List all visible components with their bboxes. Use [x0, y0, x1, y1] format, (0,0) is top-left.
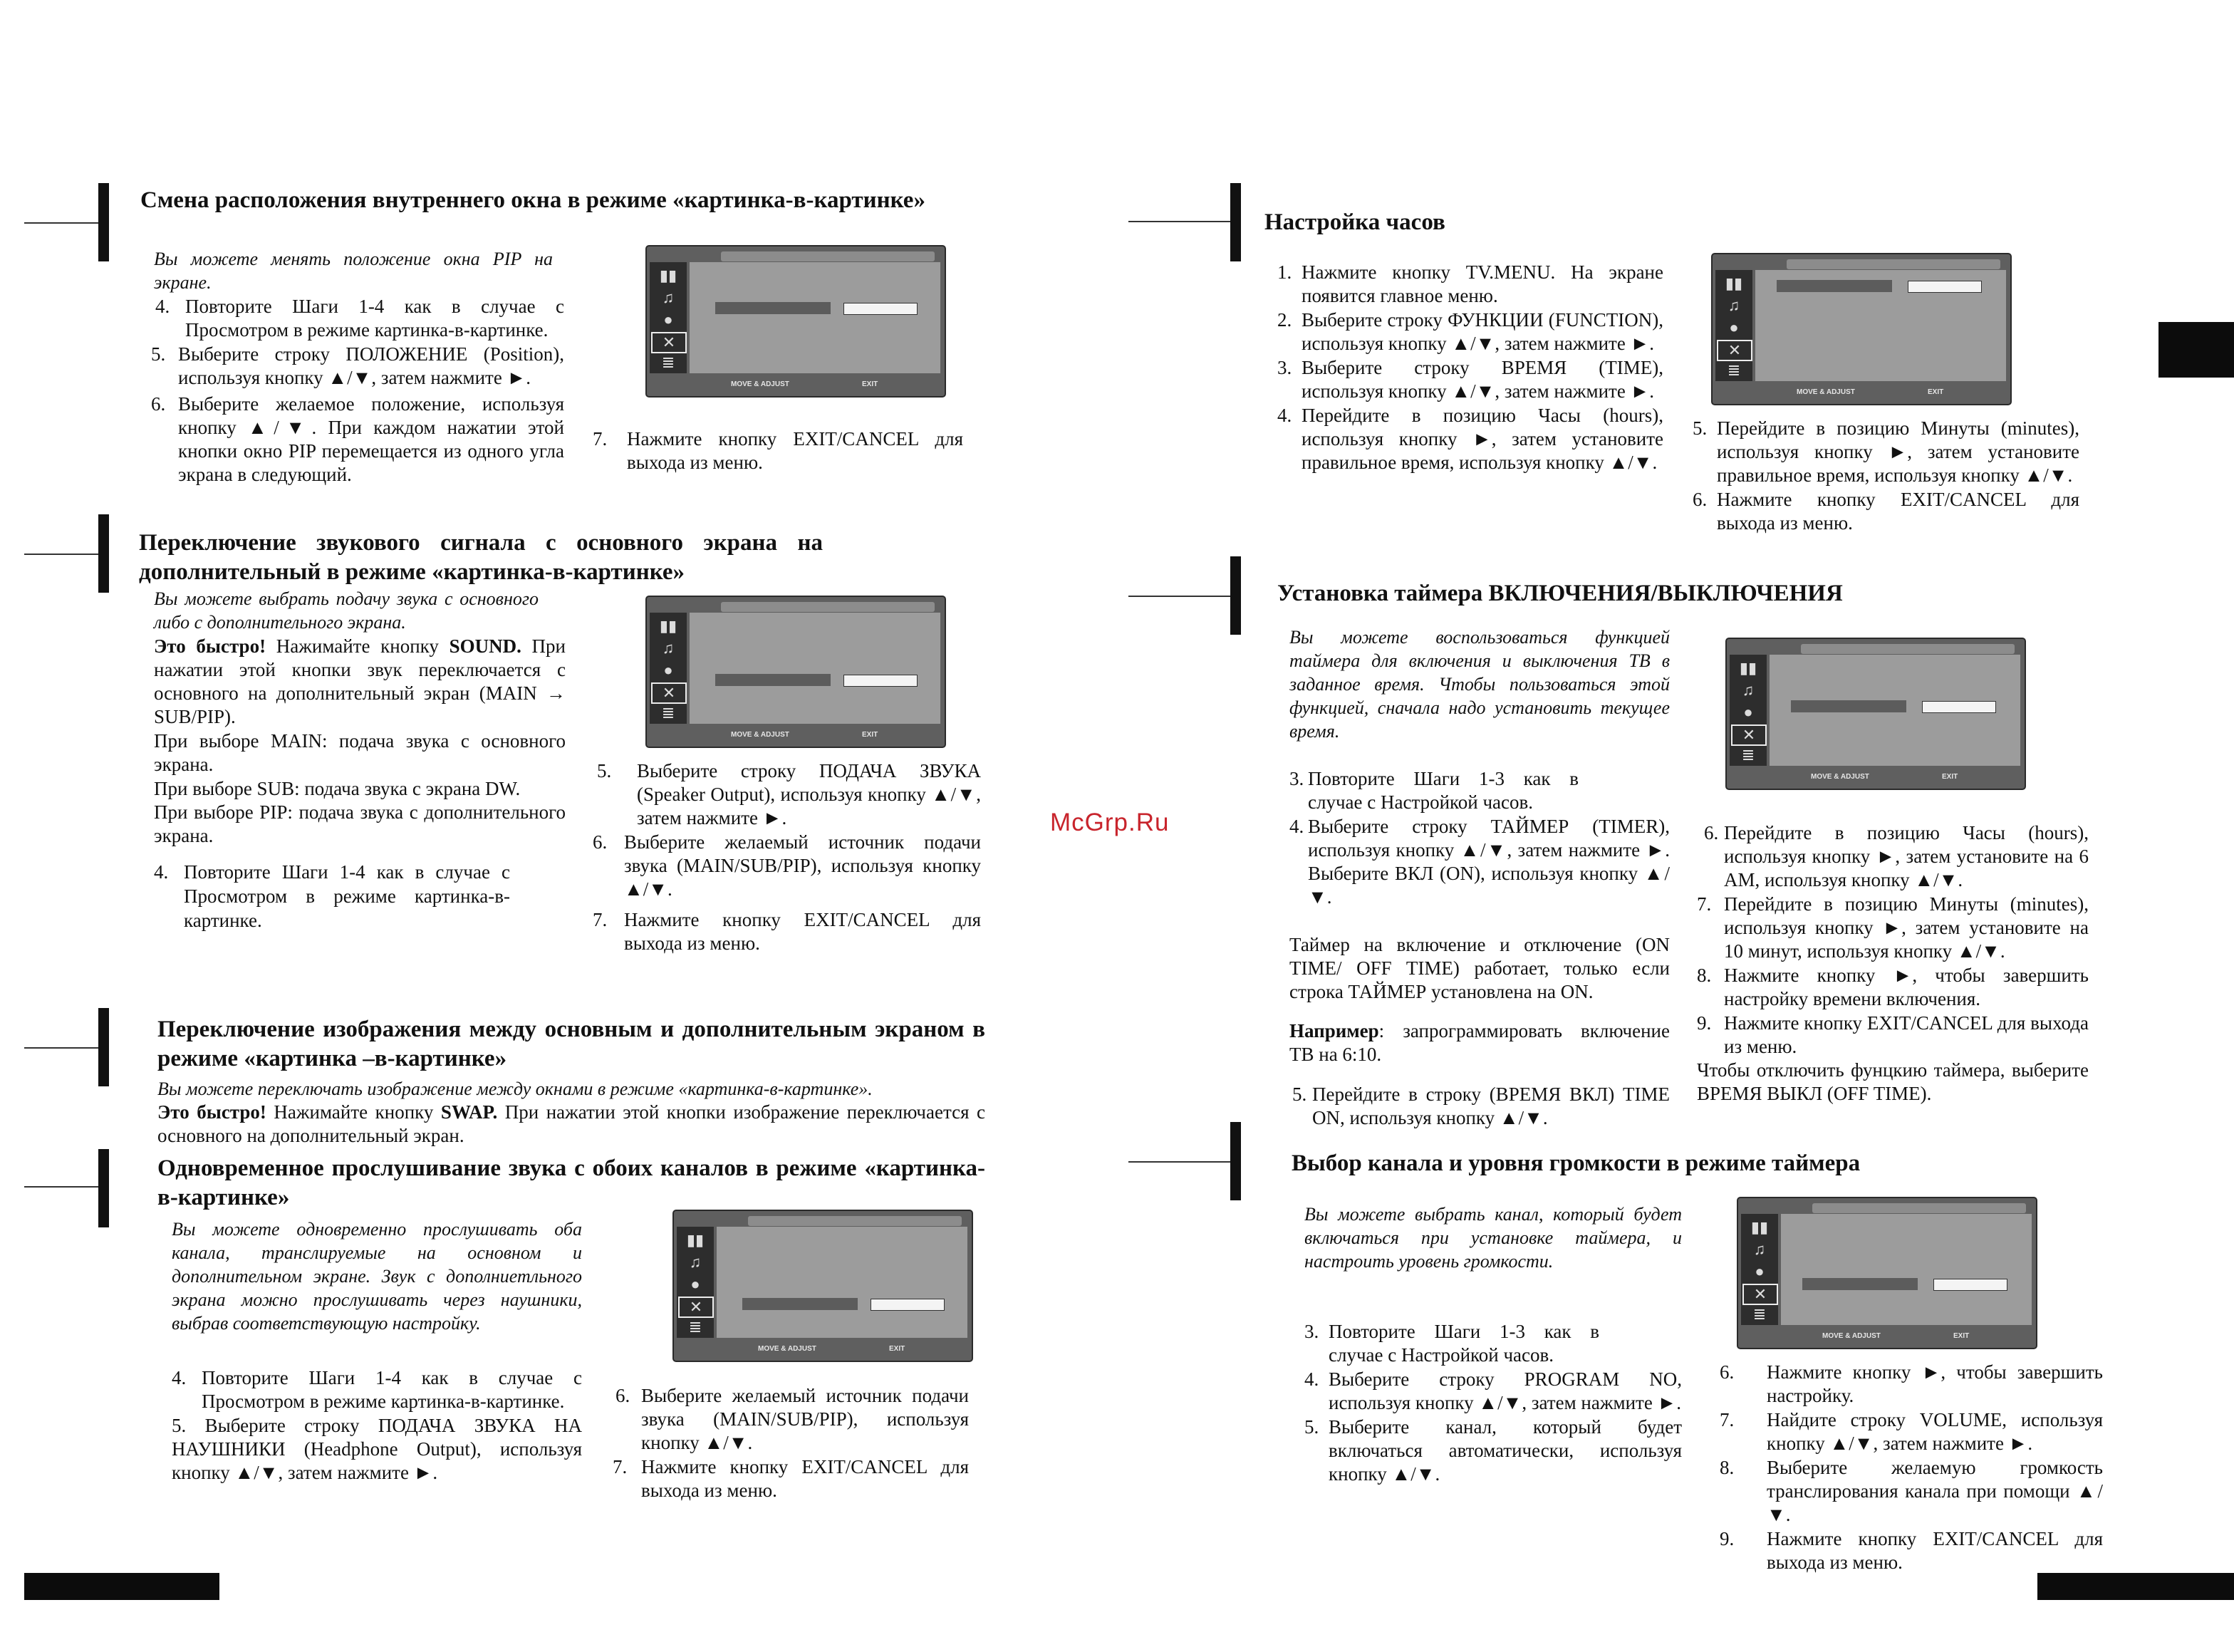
step-text: Выберите строку ФУНКЦИИ (FUNCTION), используя кнопку ▲/▼, затем нажмите ►. [1302, 309, 1663, 354]
step-item [151, 343, 564, 390]
step-text: Выберите строку ТАЙМЕР (TIMER), используя кнопку ▲/▼, затем нажмите ►. Выберите ВКЛ (ON), используя кнопку ▲/▼. [1308, 816, 1670, 908]
step-item [1304, 1415, 1682, 1486]
step-text: Выберите строку ВРЕМЯ (TIME), используя кнопку ▲/▼, затем нажмите ►. [1302, 357, 1663, 402]
steps-list [1304, 1320, 1682, 1487]
step-text: Нажмите кнопку EXIT/CANCEL для выхода из меню. [641, 1456, 969, 1501]
menu-item-bar [1777, 280, 1892, 292]
move-adjust-hint: MOVE & ADJUST [731, 731, 789, 739]
step-number: 5. [597, 760, 612, 781]
section-rule [24, 1186, 98, 1188]
tv-menu-screenshot [1711, 253, 2012, 405]
section-rule [1128, 1161, 1230, 1163]
step-item [1697, 964, 2089, 1011]
section-rule [24, 554, 98, 555]
tv-menu-screenshot [645, 245, 946, 398]
menu-panel [690, 262, 940, 373]
step-item [172, 1366, 582, 1413]
section-intro: Вы можете выбрать подачу звука с основного либо с дополнительного экрана. [154, 588, 539, 633]
steps-list [1697, 821, 2089, 1059]
step-item [1292, 1083, 1670, 1130]
move-adjust-hint: MOVE & ADJUST [1811, 773, 1869, 781]
function-icon: ✕ [1717, 340, 1752, 361]
menu-icon-column [1730, 655, 1767, 766]
pip-sound-note: При выборе PIP: подача звука с дополнительного экрана. [154, 801, 566, 846]
exit-hint: EXIT [862, 731, 878, 739]
picture-icon: ▮▮ [1750, 1218, 1769, 1236]
step-item [1289, 767, 1579, 814]
function-icon: ✕ [1731, 724, 1767, 746]
step-number: 3. [1289, 768, 1304, 789]
channel-icon: ● [1743, 703, 1753, 721]
menu-title-strip [1812, 1203, 2026, 1213]
steps-list [1292, 1083, 1670, 1131]
move-adjust-hint: MOVE & ADJUST [758, 1345, 816, 1353]
step-item [1720, 1408, 2103, 1455]
picture-icon: ▮▮ [1725, 274, 1743, 292]
menu-title-strip [721, 602, 935, 612]
step-number: 6. [151, 393, 166, 415]
step-number: 7. [1720, 1409, 1735, 1430]
section-rule [1128, 221, 1230, 222]
sound-icon: ♫ [1728, 296, 1740, 314]
menu-title-strip [721, 251, 935, 261]
setup-icon: ≣ [688, 1318, 702, 1336]
step-item [1304, 1368, 1682, 1415]
setup-icon: ≣ [661, 704, 675, 722]
step-item [172, 1414, 582, 1485]
menu-value-box [1908, 281, 1982, 293]
step-number: 4. [172, 1367, 187, 1388]
channel-icon: ● [1729, 318, 1739, 336]
section-rule [24, 1047, 98, 1049]
menu-panel [1781, 1214, 2032, 1325]
step-text: Перейдите в позицию Минуты (minutes), используя кнопку ►, затем установите правильное время, используя кнопку ▲/▼. [1717, 417, 2079, 486]
step-text: Нажмите кнопку ►, чтобы завершить настройку. [1767, 1361, 2103, 1406]
step-item [593, 427, 963, 474]
menu-panel [717, 1227, 967, 1338]
step-item [593, 831, 981, 901]
step-text: Выберите канал, который будет включаться автоматически, используя кнопку ▲/▼. [1329, 1416, 1682, 1485]
function-icon: ✕ [678, 1297, 714, 1318]
step-text: Повторите Шаги 1-3 как в случае с Настройкой часов. [1329, 1321, 1599, 1366]
step-item [1693, 488, 2079, 535]
step-text: Перейдите в позицию Минуты (minutes), используя кнопку ►, затем установите на 10 минут, используя кнопку ▲/▼. [1724, 893, 2089, 962]
menu-panel [1755, 270, 2006, 381]
menu-icon-column [1715, 270, 1752, 381]
menu-item-bar [1791, 700, 1906, 712]
sound-icon: ♫ [662, 289, 675, 306]
step-number: 4. [1304, 1368, 1319, 1390]
menu-footer [647, 375, 945, 394]
section-bar [1230, 556, 1241, 635]
step-text: Нажмите кнопку EXIT/CANCEL для выхода из меню. [1717, 489, 2079, 534]
section-bar [1230, 183, 1241, 261]
step-item [1720, 1527, 2103, 1574]
timer-example: Например: запрограммировать включение ТВ на 6:10. [1289, 1020, 1670, 1065]
step-number: 7. [593, 428, 608, 450]
step-text: Перейдите в строку (ВРЕМЯ ВКЛ) TIME ON, используя кнопку ▲/▼. [1312, 1084, 1670, 1128]
section-bar [98, 1008, 109, 1086]
step-item [1277, 356, 1663, 403]
menu-panel [1770, 655, 2020, 766]
section-intro: Вы можете выбрать канал, который будет включаться при установке таймера, и настроить уровень громкости. [1304, 1204, 1682, 1272]
step-number: 5. [172, 1415, 187, 1436]
step-number: 5. [1292, 1084, 1307, 1105]
setup-icon: ≣ [1727, 361, 1741, 379]
steps-list [172, 1366, 582, 1485]
section-rule [24, 222, 98, 224]
section-intro: Вы можете одновременно прослушивать оба канала, транслируемые на основном и дополнительном экране. Звук с дополниетльного экрана можно прослушивать через наушники, выбрав соответствующую настройку. [172, 1219, 582, 1334]
step-item [593, 759, 981, 830]
section-title-timer: Установка таймера ВКЛЮЧЕНИЯ/ВЫКЛЮЧЕНИЯ [1277, 581, 1843, 606]
section-bar [98, 1149, 109, 1227]
step-number: 4. [1289, 816, 1304, 837]
menu-value-box [871, 1299, 945, 1311]
steps-list [1720, 1361, 2103, 1575]
step-number: 4. [154, 861, 169, 883]
step-item [154, 860, 510, 933]
quick-tip-label: Это быстро! [154, 635, 266, 657]
quick-tip: Это быстро! Нажимайте кнопку SWAP. При нажатии этой кнопки изображение переключается с основного на дополнительный экран. [157, 1101, 985, 1146]
steps-list [151, 295, 564, 487]
step-item [1304, 1320, 1599, 1367]
step-item [1277, 404, 1663, 474]
steps-list [1277, 261, 1663, 475]
timer-note: Таймер на включение и отключение (ON TIME/ OFF TIME) работает, только если строка ТАЙМЕР установлена на ON. [1289, 934, 1670, 1002]
quick-tip: Это быстро! Нажимайте кнопку SOUND. При нажатии этой кнопки звук переключается с основного на дополнительный экран (MAIN → SUB/PIP). [154, 635, 566, 727]
menu-icon-column [650, 262, 687, 373]
exit-hint: EXIT [1942, 773, 1958, 781]
step-text: Выберите строку ПОДАЧА ЗВУКА НА НАУШНИКИ (Headphone Output), используя кнопку ▲/▼, затем нажмите ►. [172, 1415, 583, 1483]
sound-icon: ♫ [1742, 681, 1755, 699]
exit-hint: EXIT [862, 380, 878, 388]
steps-list [154, 860, 510, 933]
menu-title-strip [748, 1216, 962, 1226]
setup-icon: ≣ [1752, 1305, 1767, 1323]
tv-menu-screenshot [672, 1210, 973, 1362]
step-number: 3. [1304, 1321, 1319, 1342]
menu-footer [647, 726, 945, 744]
channel-icon: ● [663, 311, 673, 328]
step-text: Выберите желаемый источник подачи звука (MAIN/SUB/PIP), используя кнопку ▲/▼. [641, 1385, 969, 1453]
steps-list [593, 427, 963, 475]
timer-off-note: Чтобы отключить фунцкию таймера, выберите ВРЕМЯ ВЫКЛ (OFF TIME). [1697, 1059, 2089, 1104]
move-adjust-hint: MOVE & ADJUST [1797, 388, 1855, 396]
step-item [1720, 1361, 2103, 1408]
step-text: Нажмите кнопку TV.MENU. На экране появится главное меню. [1302, 261, 1663, 306]
section-intro: Вы можете менять положение окна PIP на экране. [154, 249, 553, 293]
tv-menu-screenshot [1725, 638, 2026, 790]
tv-menu-screenshot [1737, 1197, 2037, 1349]
step-text: Нажмите кнопку EXIT/CANCEL для выхода из меню. [624, 909, 981, 954]
step-number: 7. [613, 1456, 628, 1477]
step-text: Выберите строку ПОДАЧА ЗВУКА (Speaker Output), используя кнопку ▲/▼, затем нажмите ►. [637, 760, 981, 828]
step-item [1693, 417, 2079, 487]
step-number: 7. [593, 909, 608, 930]
step-number: 9. [1720, 1528, 1735, 1549]
section-bar [98, 514, 109, 593]
setup-icon: ≣ [1741, 746, 1755, 764]
setup-icon: ≣ [661, 353, 675, 371]
step-text: Повторите Шаги 1-4 как в случае с Просмотром в режиме картинка-в-картинке. [185, 296, 564, 341]
step-number: 4. [1277, 405, 1292, 426]
step-text: Нажмите кнопку EXIT/CANCEL для выхода из меню. [627, 428, 963, 473]
section-title-clock: Настройка часов [1264, 209, 1445, 235]
step-item [1277, 308, 1663, 355]
section-bar [1230, 1122, 1241, 1200]
tv-menu-screenshot [645, 596, 946, 748]
sound-key-label: SOUND. [449, 635, 521, 657]
step-text: Нажмите кнопку ►, чтобы завершить настройку времени включения. [1724, 965, 2089, 1009]
step-item [593, 908, 981, 955]
section-rule [1128, 596, 1230, 597]
step-item [1289, 815, 1670, 909]
step-number: 5. [1693, 417, 1708, 439]
step-text: Выберите строку PROGRAM NO, используя кнопку ▲/▼, затем нажмите ►. [1329, 1368, 1682, 1413]
section-title-pip-position: Смена расположения внутреннего окна в режиме «картинка-в-картинке» [140, 187, 925, 213]
step-number: 4. [155, 296, 170, 317]
menu-title-strip [1787, 259, 2000, 269]
swap-key-label: SWAP. [440, 1101, 498, 1123]
watermark: McGrp.Ru [1050, 809, 1170, 836]
sound-icon: ♫ [662, 639, 675, 657]
step-number: 6. [1704, 822, 1719, 843]
move-adjust-hint: MOVE & ADJUST [731, 380, 789, 388]
main-sound-note: При выборе MAIN: подача звука с основного экрана. [154, 730, 566, 775]
step-text: Перейдите в позицию Часы (hours), используя кнопку ►, затем установите на 6 AM, используя кнопку ▲/▼. [1724, 822, 2089, 890]
step-text: Выберите строку ПОЛОЖЕНИЕ (Position), используя кнопку ▲/▼, затем нажмите ►. [178, 343, 564, 388]
section-title-timer-channel: Выбор канала и уровня громкости в режиме таймера [1292, 1150, 1861, 1176]
section-intro: Вы можете переключать изображение между окнами в режиме «картинка-в-картинке». [157, 1079, 873, 1099]
step-text: Найдите строку VOLUME, используя кнопку ▲/▼, затем нажмите ►. [1767, 1409, 2103, 1454]
menu-value-box [843, 675, 918, 687]
menu-footer [1713, 383, 2010, 402]
sub-sound-note: При выборе SUB: подача звука с экрана DW. [154, 778, 521, 799]
menu-footer [1727, 768, 2025, 786]
step-text: Повторите Шаги 1-4 как в случае с Просмотром в режиме картинка-в-картинке. [202, 1367, 582, 1412]
step-number: 5. [1304, 1416, 1319, 1438]
sound-icon: ♫ [689, 1253, 702, 1271]
step-text: Нажмите кнопку EXIT/CANCEL для выхода из меню. [1767, 1528, 2103, 1573]
menu-value-box [1922, 701, 1996, 713]
step-text: Повторите Шаги 1-4 как в случае с Просмотром в режиме картинка-в-картинке. [184, 861, 510, 931]
steps-list [613, 1384, 969, 1503]
step-text: Повторите Шаги 1-3 как в случае с Настройкой часов. [1308, 768, 1579, 813]
step-number: 8. [1720, 1457, 1735, 1478]
channel-icon: ● [690, 1275, 700, 1293]
step-text: Выберите желаемое положение, используя кнопку ▲/▼. При каждом нажатии этой кнопки окно PIP перемещается из одного угла экрана в следующий. [178, 393, 564, 485]
step-item [613, 1455, 969, 1502]
step-number: 8. [1697, 965, 1712, 986]
step-item [613, 1384, 969, 1455]
exit-hint: EXIT [889, 1345, 905, 1353]
step-text: Нажмите кнопку EXIT/CANCEL для выхода из меню. [1724, 1012, 2089, 1057]
step-number: 6. [1720, 1361, 1735, 1383]
section-title-pip-sound: Переключение звукового сигнала с основного экрана на дополнительный в режиме «картинка-в-картинке» [139, 530, 823, 585]
menu-item-bar [715, 302, 831, 314]
step-number: 6. [593, 831, 608, 853]
picture-icon: ▮▮ [686, 1231, 705, 1249]
menu-panel [690, 613, 940, 724]
step-text: Перейдите в позицию Часы (hours), используя кнопку ►, затем установите правильное время, используя кнопку ▲/▼. [1302, 405, 1663, 473]
step-number: 9. [1697, 1012, 1712, 1034]
page-footer-bar-right [2037, 1573, 2234, 1600]
menu-value-box [843, 303, 918, 315]
step-number: 7. [1697, 893, 1712, 915]
example-label: Например [1289, 1020, 1379, 1041]
step-item [1697, 1012, 2089, 1059]
step-number: 3. [1277, 357, 1292, 378]
step-item [151, 295, 564, 342]
exit-hint: EXIT [1953, 1332, 1970, 1340]
step-item [1697, 821, 2089, 892]
picture-icon: ▮▮ [659, 266, 677, 284]
page-footer-bar-left [24, 1573, 219, 1600]
menu-item-bar [1802, 1278, 1918, 1290]
channel-icon: ● [1755, 1262, 1765, 1280]
step-number: 5. [151, 343, 166, 365]
exit-hint: EXIT [1928, 388, 1944, 396]
menu-icon-column [1741, 1214, 1778, 1325]
menu-title-strip [1801, 644, 2015, 654]
step-number: 2. [1277, 309, 1292, 331]
function-icon: ✕ [651, 682, 687, 704]
menu-footer [1738, 1327, 2036, 1346]
step-item [1277, 261, 1663, 308]
picture-icon: ▮▮ [1739, 659, 1757, 677]
steps-list [593, 759, 981, 956]
menu-item-bar [742, 1298, 858, 1310]
move-adjust-hint: MOVE & ADJUST [1822, 1332, 1881, 1340]
step-item [151, 393, 564, 487]
step-text: Выберите желаемую громкость транслирования канала при помощи ▲/▼. [1767, 1457, 2103, 1525]
picture-icon: ▮▮ [659, 617, 677, 635]
function-icon: ✕ [1742, 1284, 1778, 1305]
steps-list [1693, 417, 2079, 536]
section-title-pip-dual-sound: Одновременное прослушивание звука с обоих каналов в режиме «картинка-в-картинке» [157, 1155, 985, 1210]
menu-icon-column [650, 613, 687, 724]
sound-icon: ♫ [1753, 1240, 1766, 1258]
page-edge-tab [2158, 322, 2234, 378]
section-bar [98, 183, 109, 261]
section-title-pip-swap: Переключение изображения между основным и дополнительным экраном в режиме «картинка –в-картинке» [157, 1017, 985, 1071]
step-number: 6. [1693, 489, 1708, 510]
section-intro: Вы можете воспользоваться функцией таймера для включения и выключения ТВ в заданное время. Чтобы пользоваться этой функцией, сначала надо установить текущее время. [1289, 627, 1670, 742]
quick-tip-label: Это быстро! [157, 1101, 266, 1123]
step-number: 6. [615, 1385, 630, 1406]
menu-icon-column [677, 1227, 714, 1338]
function-icon: ✕ [651, 332, 687, 353]
step-item [1697, 893, 2089, 963]
menu-item-bar [715, 674, 831, 686]
menu-footer [674, 1340, 972, 1359]
channel-icon: ● [663, 661, 673, 679]
step-item [1720, 1456, 2103, 1527]
steps-list [1289, 767, 1670, 910]
step-text: Выберите желаемый источник подачи звука (MAIN/SUB/PIP), используя кнопку ▲/▼. [624, 831, 981, 900]
step-number: 1. [1277, 261, 1292, 283]
menu-value-box [1933, 1279, 2007, 1291]
